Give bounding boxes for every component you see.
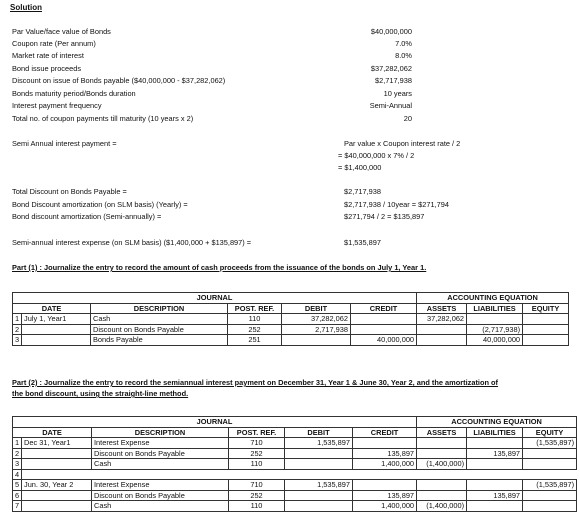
cell-description bbox=[92, 469, 229, 480]
row-number: 2 bbox=[13, 324, 22, 335]
param-row bbox=[12, 114, 412, 125]
cell-assets: 37,282,062 bbox=[417, 314, 467, 325]
cell-liabilities: 135,897 bbox=[467, 448, 523, 459]
cell-assets bbox=[417, 469, 467, 480]
param-label: Market rate of interest bbox=[12, 51, 84, 60]
cell-credit bbox=[353, 469, 417, 480]
cell-debit: 37,282,062 bbox=[282, 314, 351, 325]
row-number: 3 bbox=[13, 459, 22, 470]
cell-liabilities bbox=[467, 501, 523, 512]
param-row bbox=[12, 39, 412, 50]
cell-assets bbox=[417, 324, 467, 335]
param-row bbox=[12, 89, 412, 100]
cell-equity: (1,535,897) bbox=[523, 480, 577, 491]
journal-label: JOURNAL bbox=[13, 293, 417, 304]
cell-date bbox=[22, 469, 92, 480]
cell-post-ref: 251 bbox=[228, 335, 282, 346]
cell-liabilities: 40,000,000 bbox=[467, 335, 523, 346]
col-header: EQUITY bbox=[523, 303, 569, 314]
part2-title-line1: Part (2) : Journalize the entry to record the semiannual interest payment on December 31, Year 1 & June 30, Year 2, and the amortization of bbox=[12, 378, 499, 387]
cell-liabilities: 135,897 bbox=[467, 490, 523, 501]
cell-equity bbox=[523, 501, 577, 512]
cell-description: Cash bbox=[92, 459, 229, 470]
discount-label: Bond discount amortization (Semi-annually) = bbox=[12, 212, 162, 221]
cell-post-ref: 710 bbox=[229, 480, 285, 491]
semi-interest-calc: = $40,000,000 x 7% / 2 bbox=[338, 151, 415, 160]
table-row bbox=[13, 314, 569, 325]
cell-equity bbox=[523, 490, 577, 501]
row-number: 1 bbox=[13, 438, 22, 449]
col-header: EQUITY bbox=[523, 427, 577, 438]
param-label: Discount on issue of Bonds payable ($40,000,000 - $37,282,062) bbox=[12, 76, 226, 85]
param-value: 7.0% bbox=[395, 39, 412, 48]
cell-description: Discount on Bonds Payable bbox=[91, 324, 228, 335]
cell-post-ref: 252 bbox=[229, 448, 285, 459]
cell-debit bbox=[285, 448, 353, 459]
param-value: 20 bbox=[403, 114, 412, 123]
cell-credit bbox=[353, 438, 417, 449]
col-header: POST. REF. bbox=[228, 303, 282, 314]
cell-date: July 1, Year1 bbox=[22, 314, 91, 325]
row-number: 6 bbox=[13, 490, 22, 501]
cell-debit: 2,717,938 bbox=[282, 324, 351, 335]
cell-equity bbox=[523, 335, 569, 346]
col-header: ASSETS bbox=[417, 303, 467, 314]
cell-post-ref: 110 bbox=[228, 314, 282, 325]
discount-value: $271,794 / 2 = $135,897 bbox=[344, 212, 425, 221]
table-row bbox=[13, 448, 577, 459]
cell-equity bbox=[523, 314, 569, 325]
part2-journal-table bbox=[12, 416, 577, 512]
table-row bbox=[13, 501, 577, 512]
cell-assets bbox=[417, 335, 467, 346]
col-header: DESCRIPTION bbox=[91, 303, 228, 314]
cell-equity bbox=[523, 469, 577, 480]
row-number: 2 bbox=[13, 448, 22, 459]
cell-credit bbox=[353, 480, 417, 491]
cell-date bbox=[22, 490, 92, 501]
discount-value: $2,717,938 bbox=[344, 187, 381, 196]
param-label: Par Value/face value of Bonds bbox=[12, 27, 111, 36]
cell-date bbox=[22, 335, 91, 346]
col-header: DEBIT bbox=[282, 303, 351, 314]
col-header: DATE bbox=[13, 303, 91, 314]
param-row bbox=[12, 64, 412, 75]
equation-label: ACCOUNTING EQUATION bbox=[417, 293, 569, 304]
expense-value: $1,535,897 bbox=[344, 238, 381, 247]
col-header: LIABILITIES bbox=[467, 427, 523, 438]
journal-label: JOURNAL bbox=[13, 417, 417, 428]
semi-interest-result: = $1,400,000 bbox=[338, 163, 382, 172]
cell-credit bbox=[351, 314, 417, 325]
col-header: ASSETS bbox=[417, 427, 467, 438]
param-row bbox=[12, 101, 412, 112]
cell-equity bbox=[523, 448, 577, 459]
cell-credit: 135,897 bbox=[353, 490, 417, 501]
param-value: 10 years bbox=[383, 89, 412, 98]
table-row bbox=[13, 469, 577, 480]
param-label: Total no. of coupon payments till maturity (10 years x 2) bbox=[12, 114, 194, 123]
cell-date: Jun. 30, Year 2 bbox=[22, 480, 92, 491]
cell-credit: 1,400,000 bbox=[353, 459, 417, 470]
cell-equity bbox=[523, 459, 577, 470]
part1-title: Part (1) : Journalize the entry to record the amount of cash proceeds from the issuance of the bonds on July 1, Year 1. bbox=[12, 263, 427, 272]
param-value: 8.0% bbox=[395, 51, 412, 60]
discount-value: $2,717,938 / 10year = $271,794 bbox=[344, 200, 449, 209]
cell-date bbox=[22, 459, 92, 470]
cell-description: Cash bbox=[91, 314, 228, 325]
row-number: 5 bbox=[13, 480, 22, 491]
param-value: Semi-Annual bbox=[369, 101, 412, 110]
cell-assets bbox=[417, 448, 467, 459]
row-number: 4 bbox=[13, 469, 22, 480]
param-label: Bonds maturity period/Bonds duration bbox=[12, 89, 136, 98]
cell-debit: 1,535,897 bbox=[285, 438, 353, 449]
cell-post-ref: 110 bbox=[229, 501, 285, 512]
cell-credit: 135,897 bbox=[353, 448, 417, 459]
col-header: CREDIT bbox=[353, 427, 417, 438]
table-row bbox=[13, 459, 577, 470]
cell-liabilities bbox=[467, 459, 523, 470]
cell-date bbox=[22, 324, 91, 335]
cell-post-ref: 110 bbox=[229, 459, 285, 470]
table-row bbox=[13, 490, 577, 501]
param-value: $37,282,062 bbox=[370, 64, 412, 73]
param-label: Bond issue proceeds bbox=[12, 64, 82, 73]
col-header: LIABILITIES bbox=[467, 303, 523, 314]
param-label: Coupon rate (Per annum) bbox=[12, 39, 96, 48]
cell-post-ref: 252 bbox=[229, 490, 285, 501]
cell-assets bbox=[417, 480, 467, 491]
cell-liabilities bbox=[467, 480, 523, 491]
col-header: DESCRIPTION bbox=[92, 427, 229, 438]
cell-debit bbox=[282, 335, 351, 346]
cell-liabilities: (2,717,938) bbox=[467, 324, 523, 335]
cell-description: Discount on Bonds Payable bbox=[92, 448, 229, 459]
part2-title-line2: the bond discount, using the straight-line method. bbox=[12, 389, 189, 398]
cell-debit bbox=[285, 501, 353, 512]
cell-assets bbox=[417, 490, 467, 501]
table-row bbox=[13, 438, 577, 449]
col-header: DATE bbox=[13, 427, 92, 438]
cell-description: Cash bbox=[92, 501, 229, 512]
cell-date bbox=[22, 501, 92, 512]
cell-equity bbox=[523, 324, 569, 335]
cell-debit: 1,535,897 bbox=[285, 480, 353, 491]
cell-post-ref: 252 bbox=[228, 324, 282, 335]
param-row bbox=[12, 76, 412, 87]
semi-interest-formula: Par value x Coupon interest rate / 2 bbox=[344, 139, 461, 148]
cell-liabilities bbox=[467, 469, 523, 480]
param-label: Interest payment frequency bbox=[12, 101, 102, 110]
param-row bbox=[12, 27, 412, 38]
cell-liabilities bbox=[467, 314, 523, 325]
cell-date: Dec 31, Year1 bbox=[22, 438, 92, 449]
cell-description: Interest Expense bbox=[92, 480, 229, 491]
cell-credit bbox=[351, 324, 417, 335]
cell-post-ref: 710 bbox=[229, 438, 285, 449]
cell-liabilities bbox=[467, 438, 523, 449]
cell-date bbox=[22, 448, 92, 459]
cell-debit bbox=[285, 490, 353, 501]
row-number: 3 bbox=[13, 335, 22, 346]
table-row bbox=[13, 324, 569, 335]
cell-post-ref bbox=[229, 469, 285, 480]
cell-description: Discount on Bonds Payable bbox=[92, 490, 229, 501]
cell-debit bbox=[285, 459, 353, 470]
cell-assets: (1,400,000) bbox=[417, 501, 467, 512]
cell-credit: 1,400,000 bbox=[353, 501, 417, 512]
cell-debit bbox=[285, 469, 353, 480]
param-value: $2,717,938 bbox=[375, 76, 412, 85]
table-row bbox=[13, 480, 577, 491]
row-number: 1 bbox=[13, 314, 22, 325]
solution-title: Solution bbox=[10, 3, 42, 12]
equation-label: ACCOUNTING EQUATION bbox=[417, 417, 577, 428]
cell-assets: (1,400,000) bbox=[417, 459, 467, 470]
table-row bbox=[13, 335, 569, 346]
param-row bbox=[12, 51, 412, 62]
discount-label: Bond Discount amortization (on SLM basis) (Yearly) = bbox=[12, 200, 188, 209]
row-number: 7 bbox=[13, 501, 22, 512]
col-header: CREDIT bbox=[351, 303, 417, 314]
cell-description: Interest Expense bbox=[92, 438, 229, 449]
expense-label: Semi-annual interest expense (on SLM basis) ($1,400,000 + $135,897) = bbox=[12, 238, 252, 247]
cell-assets bbox=[417, 438, 467, 449]
semi-interest-label: Semi Annual interest payment = bbox=[12, 139, 117, 148]
part1-journal-table bbox=[12, 292, 569, 346]
cell-description: Bonds Payable bbox=[91, 335, 228, 346]
param-value: $40,000,000 bbox=[370, 27, 412, 36]
cell-equity: (1,535,897) bbox=[523, 438, 577, 449]
cell-credit: 40,000,000 bbox=[351, 335, 417, 346]
col-header: DEBIT bbox=[285, 427, 353, 438]
discount-label: Total Discount on Bonds Payable = bbox=[12, 187, 127, 196]
col-header: POST. REF. bbox=[229, 427, 285, 438]
